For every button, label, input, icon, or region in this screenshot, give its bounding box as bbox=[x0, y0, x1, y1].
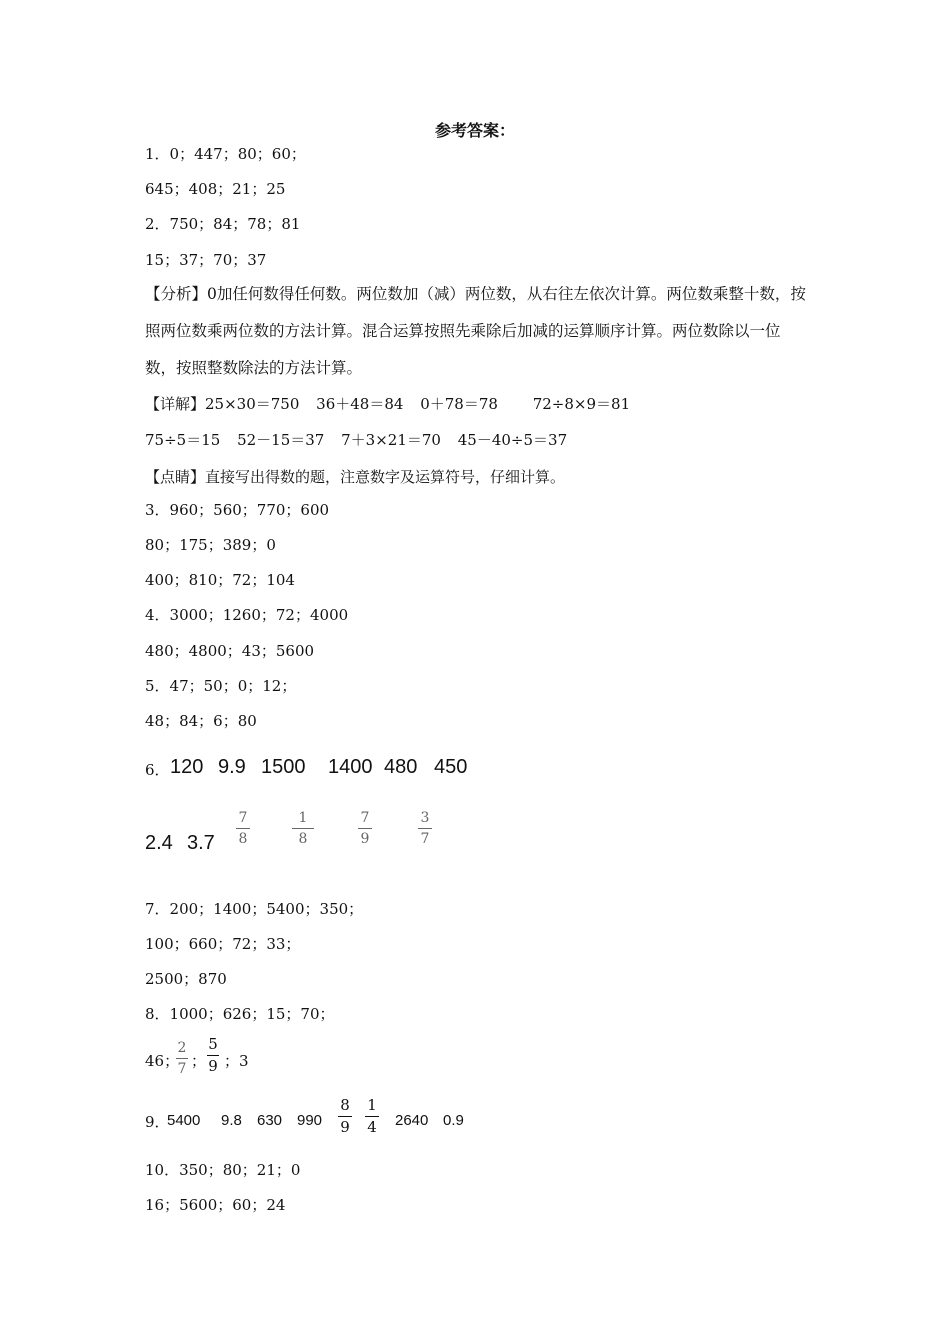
fraction bbox=[338, 1097, 352, 1136]
detail-line-2 bbox=[145, 430, 567, 450]
answer-3c: 400；810；72；104 bbox=[145, 571, 295, 589]
answer-8b-suffix: ；3 bbox=[224, 1052, 249, 1070]
fraction-denominator: 8 bbox=[298, 831, 308, 847]
fraction bbox=[418, 810, 432, 847]
answer-2b: 15；37；70；37 bbox=[145, 251, 267, 269]
answer-8b-separator: ； bbox=[191, 1052, 207, 1070]
answer-2a: 2．750；84；78；81 bbox=[145, 215, 301, 233]
answer-5b: 48；84；6；80 bbox=[145, 712, 257, 730]
detail-label: 【详解】 bbox=[145, 395, 206, 413]
fraction bbox=[365, 1097, 379, 1136]
answer-5a: 5．47；50；0；12； bbox=[145, 677, 297, 695]
detail-item: 7＋3×21＝70 bbox=[341, 431, 441, 449]
fraction-numerator: 8 bbox=[340, 1096, 350, 1114]
fraction-numerator: 1 bbox=[298, 810, 308, 826]
answer-3a: 3．960；560；770；600 bbox=[145, 501, 330, 519]
detail-item: 0＋78＝78 bbox=[420, 395, 498, 413]
answer-8a: 8．1000；626；15；70； bbox=[145, 1005, 335, 1023]
fraction-denominator: 9 bbox=[208, 1057, 218, 1075]
detail-item: 75÷5＝15 bbox=[145, 431, 221, 449]
fraction-denominator: 9 bbox=[360, 831, 370, 847]
answer-7b: 100；660；72；33； bbox=[145, 935, 301, 953]
fraction-denominator: 4 bbox=[367, 1118, 377, 1136]
answer-6-value: 1500 bbox=[261, 756, 306, 778]
answer-8b-prefix: 46； bbox=[145, 1052, 180, 1070]
answer-1a: 1．0；447；80；60； bbox=[145, 145, 306, 163]
tip-line: 【点睛】直接写出得数的题，注意数字及运算符号，仔细计算。 bbox=[145, 468, 566, 486]
answer-6-value: 480 bbox=[384, 756, 418, 778]
fraction-denominator: 7 bbox=[177, 1061, 187, 1077]
answer-title: 参考答案： bbox=[434, 121, 515, 140]
fraction-numerator: 5 bbox=[208, 1035, 218, 1053]
detail-item: 25×30＝750 bbox=[205, 395, 300, 413]
detail-item: 36＋48＝84 bbox=[316, 395, 404, 413]
fraction-denominator: 9 bbox=[340, 1118, 350, 1136]
answer-9-value: 630 bbox=[257, 1112, 283, 1129]
fraction bbox=[207, 1036, 219, 1075]
analysis-paragraph: 【分析】0加任何数得任何数。两位数加（减）两位数，从右往左依次计算。两位数乘整十数，按照两位数乘两位数的方法计算。混合运算按照先乘除后加减的运算顺序计算。两位数除以一位数，按照整数除法的方法计算。 bbox=[145, 285, 806, 377]
answer-6-value: 9.9 bbox=[218, 756, 246, 778]
answer-6-value: 450 bbox=[434, 756, 468, 778]
fraction-numerator: 3 bbox=[420, 810, 430, 826]
answer-9-value: 5400 bbox=[167, 1112, 201, 1129]
fraction-numerator: 7 bbox=[360, 810, 370, 826]
answer-10b: 16；5600；60；24 bbox=[145, 1196, 286, 1214]
detail-item: 72÷8×9＝81 bbox=[532, 395, 631, 413]
answer-6-value: 1400 bbox=[328, 756, 373, 778]
fraction-numerator: 2 bbox=[177, 1040, 187, 1056]
fraction bbox=[292, 810, 314, 847]
answer-6-label: 6． bbox=[145, 761, 170, 779]
answer-10a: 10．350；80；21；0 bbox=[145, 1161, 301, 1179]
fraction bbox=[176, 1040, 188, 1077]
answer-9-value: 9.8 bbox=[221, 1112, 242, 1129]
detail-item: 45－40÷5＝37 bbox=[457, 431, 568, 449]
answer-6-value: 3.7 bbox=[187, 832, 215, 854]
answer-6-value: 120 bbox=[170, 756, 204, 778]
answer-9-value: 2640 bbox=[395, 1112, 429, 1129]
detail-line-1 bbox=[145, 394, 630, 414]
answer-4a: 4．3000；1260；72；4000 bbox=[145, 606, 349, 624]
fraction-denominator: 7 bbox=[420, 831, 430, 847]
answer-9-label: 9． bbox=[145, 1113, 170, 1131]
answer-4b: 480；4800；43；5600 bbox=[145, 642, 315, 660]
fraction-numerator: 7 bbox=[238, 810, 248, 826]
answer-1b: 645；408；21；25 bbox=[145, 180, 286, 198]
answer-7c: 2500；870 bbox=[145, 970, 227, 988]
fraction-denominator: 8 bbox=[238, 831, 248, 847]
answer-6-value: 2.4 bbox=[145, 832, 173, 854]
detail-item: 52－15＝37 bbox=[237, 431, 325, 449]
fraction bbox=[358, 810, 372, 847]
fraction-numerator: 1 bbox=[367, 1096, 377, 1114]
answer-7a: 7．200；1400；5400；350； bbox=[145, 900, 364, 918]
fraction bbox=[236, 810, 250, 847]
answer-9-value: 0.9 bbox=[443, 1112, 464, 1129]
answer-9-value: 990 bbox=[297, 1112, 323, 1129]
answer-3b: 80；175；389；0 bbox=[145, 536, 276, 554]
